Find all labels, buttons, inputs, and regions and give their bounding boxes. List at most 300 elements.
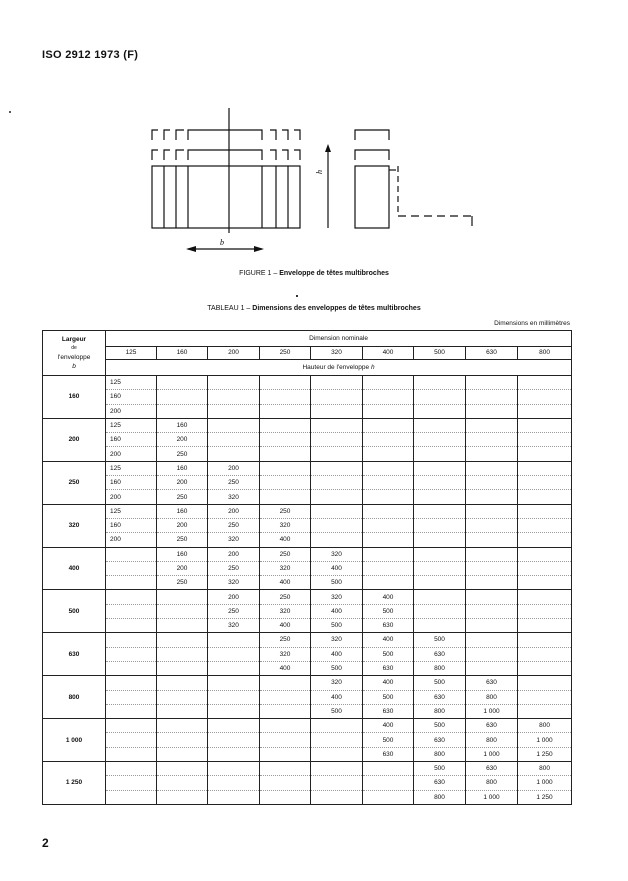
height-cell	[311, 461, 363, 475]
height-cell	[260, 704, 311, 718]
table-row	[43, 733, 572, 747]
height-cell	[363, 433, 414, 447]
height-cell	[363, 533, 414, 547]
width-label: b	[220, 238, 224, 247]
height-cell	[208, 676, 260, 690]
height-cell	[466, 476, 518, 490]
table-row	[43, 719, 572, 733]
height-cell	[518, 561, 572, 575]
width-cell: 500	[43, 590, 106, 633]
height-cell	[260, 461, 311, 475]
height-cell: 400	[363, 676, 414, 690]
height-cell: 1 000	[466, 704, 518, 718]
table-row	[43, 447, 572, 461]
height-cell	[414, 604, 466, 618]
height-cell: 200	[157, 433, 208, 447]
height-cell	[363, 490, 414, 504]
height-cell	[311, 376, 363, 390]
height-cell: 630	[466, 719, 518, 733]
height-cell: 400	[260, 533, 311, 547]
height-cell	[518, 404, 572, 418]
height-cell: 630	[466, 762, 518, 776]
height-cell	[311, 518, 363, 532]
height-cell: 800	[466, 776, 518, 790]
height-cell: 320	[260, 604, 311, 618]
height-cell: 160	[157, 418, 208, 432]
height-cell	[260, 490, 311, 504]
height-cell	[414, 504, 466, 518]
height-cell	[260, 447, 311, 461]
height-cell: 320	[208, 576, 260, 590]
height-cell: 630	[466, 676, 518, 690]
height-cell	[466, 533, 518, 547]
height-cell: 630	[363, 747, 414, 761]
table-row	[43, 533, 572, 547]
nominal-header-cell: 800	[518, 346, 572, 359]
envelope-figure	[140, 108, 480, 258]
table-row	[43, 376, 572, 390]
height-cell	[157, 719, 208, 733]
height-cell	[106, 733, 157, 747]
height-cell: 200	[208, 590, 260, 604]
height-cell	[260, 676, 311, 690]
height-cell	[260, 418, 311, 432]
height-cell	[208, 647, 260, 661]
height-cell	[208, 447, 260, 461]
height-cell	[466, 661, 518, 675]
height-cell: 250	[208, 476, 260, 490]
height-cell: 200	[106, 404, 157, 418]
height-cell	[466, 504, 518, 518]
height-label: h	[315, 170, 324, 174]
height-cell	[260, 404, 311, 418]
height-cell	[208, 790, 260, 804]
height-cell	[518, 590, 572, 604]
height-cell: 400	[311, 561, 363, 575]
height-cell: 125	[106, 376, 157, 390]
height-cell	[518, 661, 572, 675]
height-cell	[414, 547, 466, 561]
height-cell	[414, 461, 466, 475]
height-cell	[466, 561, 518, 575]
height-cell	[260, 747, 311, 761]
height-cell	[311, 404, 363, 418]
height-cell: 500	[363, 690, 414, 704]
height-cell: 630	[414, 647, 466, 661]
height-cell	[518, 547, 572, 561]
height-cell	[518, 576, 572, 590]
height-cell	[260, 733, 311, 747]
height-cell: 800	[414, 661, 466, 675]
height-cell	[518, 647, 572, 661]
height-cell	[157, 790, 208, 804]
height-cell	[157, 676, 208, 690]
height-cell	[466, 633, 518, 647]
height-cell: 125	[106, 418, 157, 432]
nominal-header-cell: 125	[106, 346, 157, 359]
height-cell: 200	[208, 461, 260, 475]
height-cell	[363, 518, 414, 532]
height-cell: 630	[363, 704, 414, 718]
height-cell	[106, 690, 157, 704]
height-header: Hauteur de l'enveloppe h	[106, 360, 572, 376]
height-cell: 125	[106, 461, 157, 475]
height-cell	[363, 561, 414, 575]
width-cell: 800	[43, 676, 106, 719]
height-cell	[518, 533, 572, 547]
width-cell: 160	[43, 376, 106, 419]
height-cell	[208, 776, 260, 790]
height-cell: 630	[414, 733, 466, 747]
height-cell	[311, 533, 363, 547]
height-cell	[260, 390, 311, 404]
height-cell	[518, 476, 572, 490]
height-cell	[363, 376, 414, 390]
height-cell	[414, 576, 466, 590]
height-cell: 250	[208, 518, 260, 532]
dimensions-body	[43, 376, 572, 805]
nominal-header-cell: 160	[157, 346, 208, 359]
table-row	[43, 604, 572, 618]
height-cell	[157, 733, 208, 747]
height-cell: 1 000	[466, 790, 518, 804]
separator-dot	[296, 295, 298, 297]
height-cell	[157, 690, 208, 704]
table-row	[43, 747, 572, 761]
height-cell: 250	[208, 561, 260, 575]
height-cell: 500	[414, 633, 466, 647]
height-cell: 200	[208, 547, 260, 561]
height-cell: 160	[106, 390, 157, 404]
height-cell	[208, 747, 260, 761]
height-cell	[208, 704, 260, 718]
height-cell	[414, 533, 466, 547]
height-cell	[414, 590, 466, 604]
height-cell	[414, 561, 466, 575]
height-cell	[466, 404, 518, 418]
height-cell: 500	[414, 676, 466, 690]
height-cell	[208, 661, 260, 675]
height-cell: 200	[106, 533, 157, 547]
nominal-header-cell: 320	[311, 346, 363, 359]
height-cell	[518, 418, 572, 432]
height-cell: 200	[157, 518, 208, 532]
table-row	[43, 619, 572, 633]
height-cell	[157, 633, 208, 647]
height-cell: 800	[466, 733, 518, 747]
height-cell	[208, 690, 260, 704]
dimensions-table	[42, 330, 572, 805]
nominal-dimension-header: Dimension nominale	[106, 331, 572, 347]
height-cell	[518, 433, 572, 447]
height-cell	[518, 518, 572, 532]
height-cell	[157, 390, 208, 404]
height-cell	[414, 404, 466, 418]
height-cell: 200	[106, 490, 157, 504]
table-row	[43, 561, 572, 575]
height-cell	[414, 619, 466, 633]
height-cell: 500	[311, 704, 363, 718]
height-cell: 160	[106, 518, 157, 532]
height-cell	[106, 590, 157, 604]
width-cell: 250	[43, 461, 106, 504]
table-row	[43, 547, 572, 561]
height-cell	[208, 390, 260, 404]
height-cell: 500	[363, 604, 414, 618]
height-cell	[414, 376, 466, 390]
height-cell	[157, 590, 208, 604]
height-cell: 200	[157, 561, 208, 575]
height-cell	[414, 476, 466, 490]
units-note: Dimensions en millimètres	[494, 320, 570, 327]
table-caption: TABLEAU 1 – Dimensions des enveloppes de têtes multibroches	[207, 305, 421, 312]
height-cell	[157, 404, 208, 418]
height-cell	[518, 504, 572, 518]
height-cell	[106, 661, 157, 675]
height-cell	[106, 762, 157, 776]
height-cell	[414, 518, 466, 532]
height-cell: 500	[311, 576, 363, 590]
height-cell	[466, 490, 518, 504]
height-cell: 500	[414, 762, 466, 776]
height-cell	[518, 619, 572, 633]
height-cell	[106, 790, 157, 804]
height-cell: 250	[157, 490, 208, 504]
height-cell	[363, 776, 414, 790]
figure-caption: FIGURE 1 – Enveloppe de têtes multibroches	[239, 270, 389, 277]
height-cell: 320	[311, 633, 363, 647]
height-cell	[311, 476, 363, 490]
width-cell: 1 250	[43, 762, 106, 805]
height-cell: 250	[157, 533, 208, 547]
height-cell	[208, 433, 260, 447]
height-cell	[208, 633, 260, 647]
height-cell: 160	[157, 504, 208, 518]
height-cell: 800	[466, 690, 518, 704]
height-cell	[518, 604, 572, 618]
width-cell: 1 000	[43, 719, 106, 762]
height-cell	[208, 376, 260, 390]
height-cell	[106, 719, 157, 733]
height-cell: 1 250	[518, 747, 572, 761]
height-cell	[518, 376, 572, 390]
height-cell: 400	[311, 604, 363, 618]
height-cell	[106, 676, 157, 690]
height-cell	[518, 390, 572, 404]
height-cell	[260, 376, 311, 390]
height-cell: 320	[311, 547, 363, 561]
height-cell	[363, 404, 414, 418]
height-cell	[106, 561, 157, 575]
height-cell: 400	[311, 690, 363, 704]
height-cell: 400	[363, 590, 414, 604]
document-header: ISO 2912 1973 (F)	[42, 49, 139, 61]
height-cell	[311, 418, 363, 432]
height-cell	[311, 747, 363, 761]
height-cell: 250	[260, 547, 311, 561]
height-cell	[466, 433, 518, 447]
height-cell	[518, 490, 572, 504]
table-row	[43, 490, 572, 504]
height-cell	[363, 418, 414, 432]
height-cell: 160	[106, 433, 157, 447]
height-cell	[106, 619, 157, 633]
height-cell: 500	[414, 719, 466, 733]
height-cell	[363, 762, 414, 776]
table-row	[43, 518, 572, 532]
table-row	[43, 647, 572, 661]
table-row	[43, 676, 572, 690]
height-cell	[466, 647, 518, 661]
height-cell: 400	[363, 633, 414, 647]
height-cell: 500	[311, 661, 363, 675]
table-row	[43, 418, 572, 432]
table-row	[43, 576, 572, 590]
height-cell	[311, 733, 363, 747]
table-row	[43, 590, 572, 604]
height-cell	[157, 376, 208, 390]
height-cell	[466, 376, 518, 390]
height-cell	[363, 576, 414, 590]
table-row	[43, 504, 572, 518]
height-cell	[260, 719, 311, 733]
height-cell: 200	[208, 504, 260, 518]
height-cell: 320	[311, 676, 363, 690]
height-cell: 500	[363, 647, 414, 661]
height-cell: 1 000	[466, 747, 518, 761]
height-cell	[157, 619, 208, 633]
height-cell	[466, 590, 518, 604]
nominal-header-cell: 200	[208, 346, 260, 359]
height-cell	[311, 490, 363, 504]
height-cell	[466, 547, 518, 561]
height-cell: 125	[106, 504, 157, 518]
height-cell: 800	[414, 790, 466, 804]
height-cell: 800	[414, 747, 466, 761]
height-cell: 250	[260, 633, 311, 647]
height-cell: 500	[311, 619, 363, 633]
height-cell	[260, 690, 311, 704]
height-cell	[414, 433, 466, 447]
table-row	[43, 661, 572, 675]
table-row	[43, 704, 572, 718]
height-cell	[106, 747, 157, 761]
height-cell	[363, 476, 414, 490]
height-cell: 1 250	[518, 790, 572, 804]
height-cell: 630	[414, 776, 466, 790]
height-cell: 1 000	[518, 733, 572, 747]
height-cell	[260, 433, 311, 447]
nominal-header-cell: 500	[414, 346, 466, 359]
height-cell	[106, 633, 157, 647]
height-cell: 400	[260, 576, 311, 590]
height-cell	[466, 619, 518, 633]
height-cell: 160	[157, 461, 208, 475]
height-cell	[157, 604, 208, 618]
height-cell: 800	[518, 719, 572, 733]
height-cell	[414, 390, 466, 404]
width-cell: 400	[43, 547, 106, 590]
height-cell	[363, 447, 414, 461]
margin-mark	[9, 111, 11, 113]
height-cell	[260, 762, 311, 776]
nominal-header-cell: 250	[260, 346, 311, 359]
table-row	[43, 390, 572, 404]
height-cell	[414, 447, 466, 461]
table-row	[43, 404, 572, 418]
height-cell: 800	[518, 762, 572, 776]
height-cell: 320	[208, 533, 260, 547]
height-cell	[260, 776, 311, 790]
height-cell: 160	[157, 547, 208, 561]
height-cell: 320	[260, 518, 311, 532]
height-cell: 160	[106, 476, 157, 490]
height-cell	[311, 719, 363, 733]
height-cell	[311, 790, 363, 804]
table-row	[43, 476, 572, 490]
height-cell	[363, 504, 414, 518]
height-cell: 250	[260, 504, 311, 518]
table-row	[43, 762, 572, 776]
height-cell: 400	[260, 661, 311, 675]
nominal-header-cell: 400	[363, 346, 414, 359]
table-row	[43, 461, 572, 475]
table-row	[43, 790, 572, 804]
height-cell: 200	[106, 447, 157, 461]
height-cell	[157, 647, 208, 661]
height-cell	[466, 604, 518, 618]
height-cell	[518, 704, 572, 718]
height-cell	[518, 690, 572, 704]
height-cell: 250	[157, 447, 208, 461]
nominal-values-row	[43, 346, 572, 359]
nominal-header-cell: 630	[466, 346, 518, 359]
height-cell	[518, 461, 572, 475]
table-row	[43, 776, 572, 790]
height-cell	[260, 476, 311, 490]
height-cell: 320	[208, 619, 260, 633]
height-cell: 800	[414, 704, 466, 718]
height-cell: 320	[260, 561, 311, 575]
height-cell	[208, 418, 260, 432]
height-cell: 320	[311, 590, 363, 604]
height-cell	[157, 661, 208, 675]
height-cell	[208, 719, 260, 733]
height-cell	[106, 647, 157, 661]
height-cell: 320	[208, 490, 260, 504]
height-cell	[157, 762, 208, 776]
height-cell	[311, 504, 363, 518]
height-cell	[208, 404, 260, 418]
height-cell	[363, 461, 414, 475]
width-column-header: Largeur de l'enveloppe b	[43, 331, 106, 376]
height-cell: 630	[414, 690, 466, 704]
width-cell: 630	[43, 633, 106, 676]
height-cell	[466, 447, 518, 461]
height-cell	[106, 704, 157, 718]
height-cell	[208, 733, 260, 747]
height-cell	[311, 390, 363, 404]
height-cell	[518, 676, 572, 690]
height-cell	[208, 762, 260, 776]
height-cell	[260, 790, 311, 804]
height-cell: 250	[208, 604, 260, 618]
height-cell	[466, 518, 518, 532]
height-cell	[311, 433, 363, 447]
height-cell: 500	[363, 733, 414, 747]
height-cell	[363, 390, 414, 404]
height-cell: 400	[363, 719, 414, 733]
